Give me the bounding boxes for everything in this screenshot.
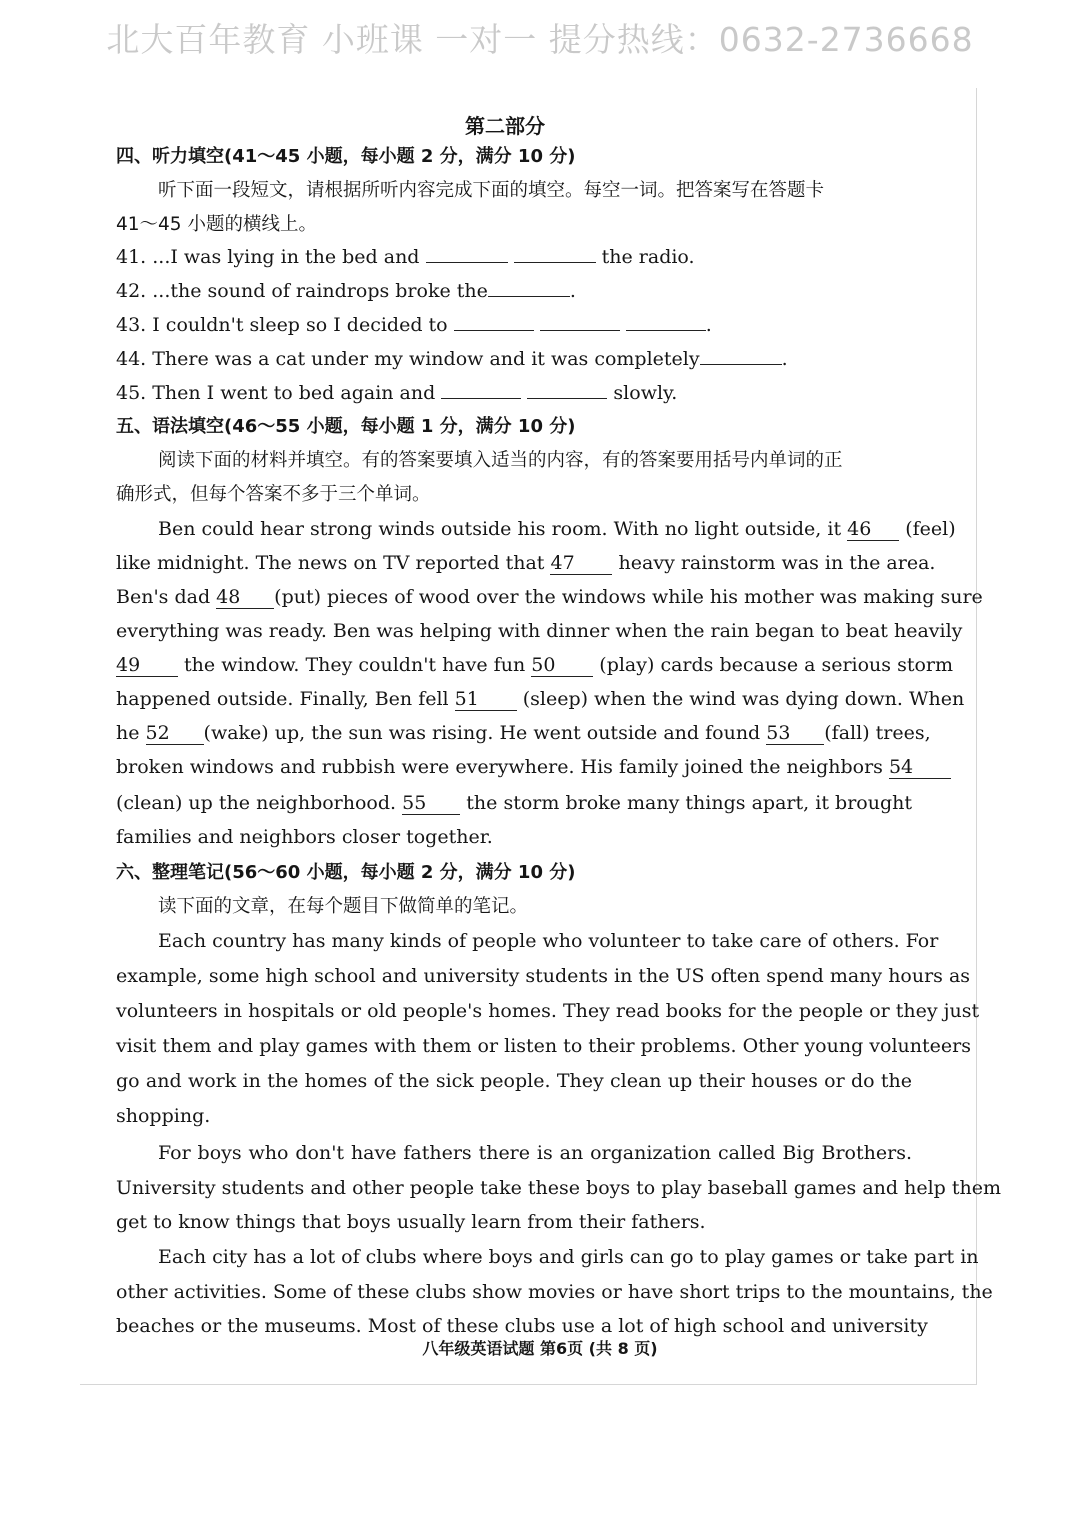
- blank-47[interactable]: 47: [550, 552, 612, 575]
- watermark-hotline: 北大百年教育 小班课 一对一 提分热线：0632-2736668: [106, 20, 974, 59]
- page-footer: 八年级英语试题 第6页 (共 8 页): [422, 1339, 658, 1358]
- q43-blank-3[interactable]: [626, 312, 706, 331]
- cloze-text: Ben could hear strong winds outside his room. With no light outside, it: [158, 518, 842, 540]
- q41-text: 41. ...I was lying in the bed and: [116, 246, 420, 268]
- blank-48[interactable]: 48: [216, 586, 274, 609]
- part-title: 第二部分: [465, 114, 545, 138]
- q41-text-end: the radio.: [601, 246, 695, 268]
- cloze-text: everything was ready. Ben was helping with dinner when the rain began to beat heavily: [116, 620, 963, 642]
- blank-53[interactable]: 53: [766, 722, 824, 745]
- passage-p2-line-3: get to know things that boys usually learn from their fathers.: [116, 1211, 706, 1233]
- cloze-line-3: [116, 584, 983, 610]
- cloze-line-2: [116, 550, 936, 576]
- cloze-text: (play) cards because a serious storm: [599, 654, 954, 676]
- question-43: [116, 312, 712, 338]
- q44-blank[interactable]: [700, 346, 782, 365]
- cloze-text: (clean) up the neighborhood.: [116, 792, 397, 814]
- cloze-text: the storm broke many things apart, it brought: [466, 792, 912, 814]
- blank-55[interactable]: 55: [402, 792, 460, 815]
- cloze-text: (fall) trees,: [824, 722, 931, 744]
- cloze-text: he: [116, 722, 140, 744]
- q45-text: 45. Then I went to bed again and: [116, 382, 436, 404]
- passage-p1-line-4: visit them and play games with them or listen to their problems. Other young volunteers: [116, 1035, 971, 1057]
- blank-49[interactable]: 49: [116, 654, 178, 677]
- cloze-text: broken windows and rubbish were everywhere. His family joined the neighbors: [116, 756, 883, 778]
- passage-p1-line-3: volunteers in hospitals or old people's homes. They read books for the people or they just: [116, 1000, 980, 1022]
- q44-text: 44. There was a cat under my window and it was completely: [116, 348, 700, 370]
- q42-blank[interactable]: [488, 278, 570, 297]
- section5-instruction-2: 确形式，但每个答案不多于三个单词。: [116, 484, 431, 505]
- q42-text: 42. ...the sound of raindrops broke the: [116, 280, 488, 302]
- section5-header: 五、语法填空(46～55 小题，每小题 1 分，满分 10 分): [116, 416, 576, 437]
- q42-period: .: [569, 280, 576, 302]
- section4-header: 四、听力填空(41～45 小题，每小题 2 分，满分 10 分): [116, 146, 576, 167]
- passage-p1-line-5: go and work in the homes of the sick people. They clean up their houses or do the: [116, 1070, 912, 1092]
- passage-p1-line-1: Each country has many kinds of people who volunteer to take care of others. For: [158, 930, 939, 952]
- section4-instruction-1: 听下面一段短文，请根据所听内容完成下面的填空。每空一词。把答案写在答题卡: [158, 180, 825, 201]
- cloze-text: happened outside. Finally, Ben fell: [116, 688, 449, 710]
- blank-51[interactable]: 51: [455, 688, 517, 711]
- q43-blank-2[interactable]: [540, 312, 620, 331]
- cloze-line-5: [116, 652, 954, 678]
- question-41: [116, 244, 695, 270]
- blank-54[interactable]: 54: [889, 756, 951, 779]
- passage-p3-line-3: beaches or the museums. Most of these clubs use a lot of high school and university: [116, 1315, 928, 1337]
- cloze-text: (sleep) when the wind was dying down. When: [522, 688, 965, 710]
- q43-period: .: [705, 314, 712, 336]
- section6-header: 六、整理笔记(56～60 小题，每小题 2 分，满分 10 分): [116, 862, 576, 883]
- passage-p1-line-6: shopping.: [116, 1105, 211, 1127]
- cloze-text: (feel): [905, 518, 956, 540]
- q41-blank-2[interactable]: [514, 244, 596, 263]
- section5-instruction-1: 阅读下面的材料并填空。有的答案要填入适当的内容，有的答案要用括号内单词的正: [158, 450, 843, 471]
- question-44: [116, 346, 788, 372]
- cloze-line-10: families and neighbors closer together.: [116, 826, 493, 848]
- passage-p3-line-1: Each city has a lot of clubs where boys and girls can go to play games or take part in: [158, 1246, 979, 1268]
- question-42: [116, 278, 576, 304]
- section6-instruction: 读下面的文章，在每个题目下做简单的笔记。: [158, 896, 529, 917]
- cloze-line-8: [116, 754, 912, 780]
- cloze-text: Ben's dad: [116, 586, 211, 608]
- cloze-text: (wake) up, the sun was rising. He went outside and found: [203, 722, 761, 744]
- cloze-text: like midnight. The news on TV reported that: [116, 552, 545, 574]
- section4-instruction-2: 41～45 小题的横线上。: [116, 214, 317, 235]
- cloze-line-1: [158, 516, 956, 542]
- q45-text-end: slowly.: [613, 382, 678, 404]
- passage-p2-line-2: University students and other people take these boys to play baseball games and help them: [116, 1177, 1001, 1199]
- passage-p3-line-2: other activities. Some of these clubs show movies or have short trips to the mountains, the: [116, 1281, 993, 1303]
- blank-52[interactable]: 52: [146, 722, 204, 745]
- cloze-line-7: [116, 720, 931, 746]
- q45-blank-1[interactable]: [441, 380, 521, 399]
- q43-text: 43. I couldn't sleep so I decided to: [116, 314, 448, 336]
- q44-period: .: [781, 348, 788, 370]
- cloze-line-4: [116, 618, 963, 644]
- q41-blank-1[interactable]: [426, 244, 508, 263]
- blank-50[interactable]: 50: [531, 654, 593, 677]
- cloze-text: the window. They couldn't have fun: [184, 654, 526, 676]
- q43-blank-1[interactable]: [454, 312, 534, 331]
- q45-blank-2[interactable]: [527, 380, 607, 399]
- question-45: [116, 380, 677, 406]
- blank-46[interactable]: 46: [847, 518, 899, 541]
- cloze-text: heavy rainstorm was in the area.: [618, 552, 936, 574]
- cloze-line-9: [116, 790, 912, 816]
- passage-p1-line-2: example, some high school and university students in the US often spend many hours as: [116, 965, 971, 987]
- cloze-text: (put) pieces of wood over the windows while his mother was making sure: [274, 586, 983, 608]
- cloze-line-6: [116, 686, 965, 712]
- passage-p2-line-1: For boys who don't have fathers there is an organization called Big Brothers.: [158, 1142, 912, 1164]
